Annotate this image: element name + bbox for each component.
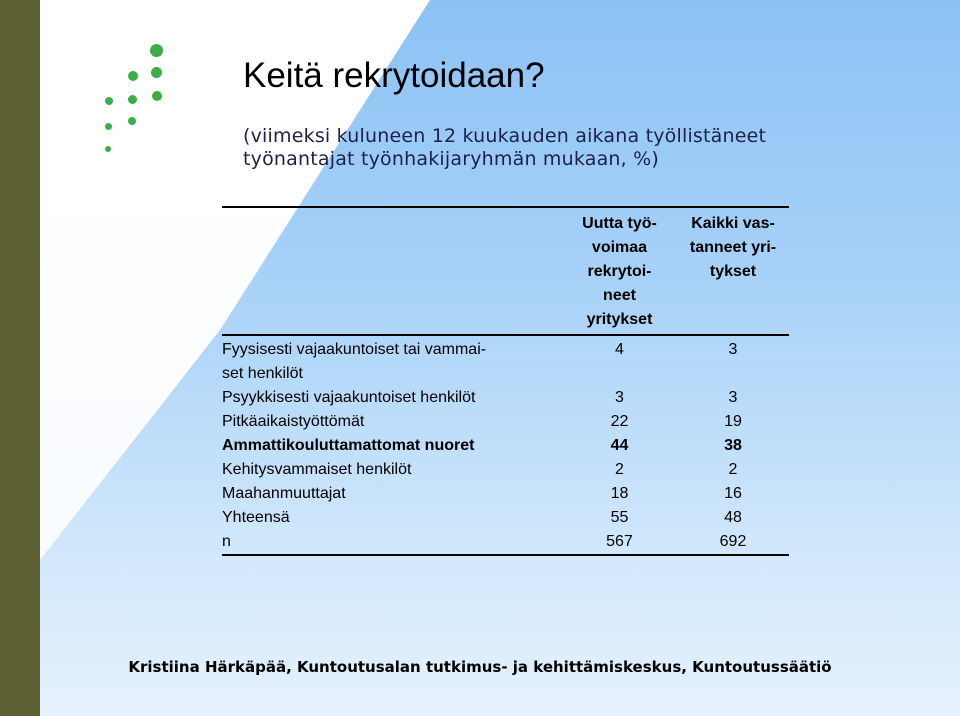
header-empty-cell — [222, 207, 562, 335]
value-all: 48 — [724, 509, 742, 526]
subtitle-line: (viimeksi kuluneen 12 kuukauden aikana työllistäneet — [243, 125, 767, 147]
header-line: yritykset — [586, 311, 653, 328]
recruitment-table — [222, 206, 789, 556]
value-all: 16 — [724, 485, 742, 502]
row-label — [222, 482, 562, 506]
header-line: neet — [603, 287, 636, 304]
header-line: Kaikki vas- — [691, 215, 775, 232]
slide-title: Keitä rekrytoidaan? — [243, 56, 545, 95]
row-label — [222, 335, 562, 386]
row-label-line: Pitkäaikaistyöttömät — [222, 413, 365, 430]
table-row — [222, 434, 789, 458]
row-label — [222, 530, 562, 555]
row-label-line: Psyykkisesti vajaakuntoiset henkilöt — [222, 389, 476, 406]
header-all-respondents — [677, 207, 789, 335]
header-recruited-companies — [562, 207, 677, 335]
table-row — [222, 410, 789, 434]
table-row — [222, 458, 789, 482]
value-all: 38 — [724, 437, 742, 454]
value-all: 2 — [728, 461, 738, 478]
value-all: 3 — [728, 389, 738, 406]
row-label — [222, 506, 562, 530]
table-row — [222, 335, 789, 386]
footer-credit: Kristiina Härkäpää, Kuntoutusalan tutkimus- ja kehittämiskeskus, Kuntoutussäätiö — [128, 658, 832, 676]
row-label — [222, 410, 562, 434]
table-row — [222, 506, 789, 530]
value-recruited: 18 — [610, 485, 629, 502]
value-recruited: 567 — [562, 530, 677, 555]
value-recruited: 44 — [610, 437, 629, 454]
slide-subtitle — [243, 125, 766, 171]
row-label-line: Kehitysvammaiset henkilöt — [222, 461, 412, 478]
table-header-row — [222, 207, 789, 335]
header-line: tykset — [709, 263, 757, 280]
logo-dots-icon — [80, 38, 180, 158]
table-row — [222, 386, 789, 410]
header-line: Uutta työ- — [582, 215, 657, 232]
row-label — [222, 386, 562, 410]
row-label — [222, 458, 562, 482]
sidebar-stripe — [0, 0, 40, 716]
value-recruited: 4 — [615, 341, 624, 358]
row-label-line: set henkilöt — [222, 365, 303, 382]
header-line: tanneet yri- — [689, 239, 777, 256]
row-label-line: n — [222, 533, 231, 550]
row-label-line: Maahanmuuttajat — [222, 485, 346, 502]
table-row — [222, 530, 789, 555]
value-recruited: 2 — [615, 461, 624, 478]
row-label — [222, 434, 562, 458]
header-line: voimaa — [591, 239, 648, 256]
header-line: rekrytoi- — [587, 263, 652, 280]
row-label-line: Yhteensä — [222, 509, 290, 526]
value-all: 19 — [724, 413, 742, 430]
value-all: 3 — [728, 341, 738, 358]
table-row — [222, 482, 789, 506]
value-all: 692 — [677, 530, 789, 555]
row-label-line: Ammattikouluttamattomat nuoret — [222, 437, 475, 454]
row-label-line: Fyysisesti vajaakuntoiset tai vammai- — [222, 341, 487, 358]
value-recruited: 3 — [615, 389, 624, 406]
subtitle-line: työnantajat työnhakijaryhmän mukaan, %) — [243, 148, 660, 170]
value-recruited: 55 — [610, 509, 629, 526]
value-recruited: 22 — [610, 413, 629, 430]
